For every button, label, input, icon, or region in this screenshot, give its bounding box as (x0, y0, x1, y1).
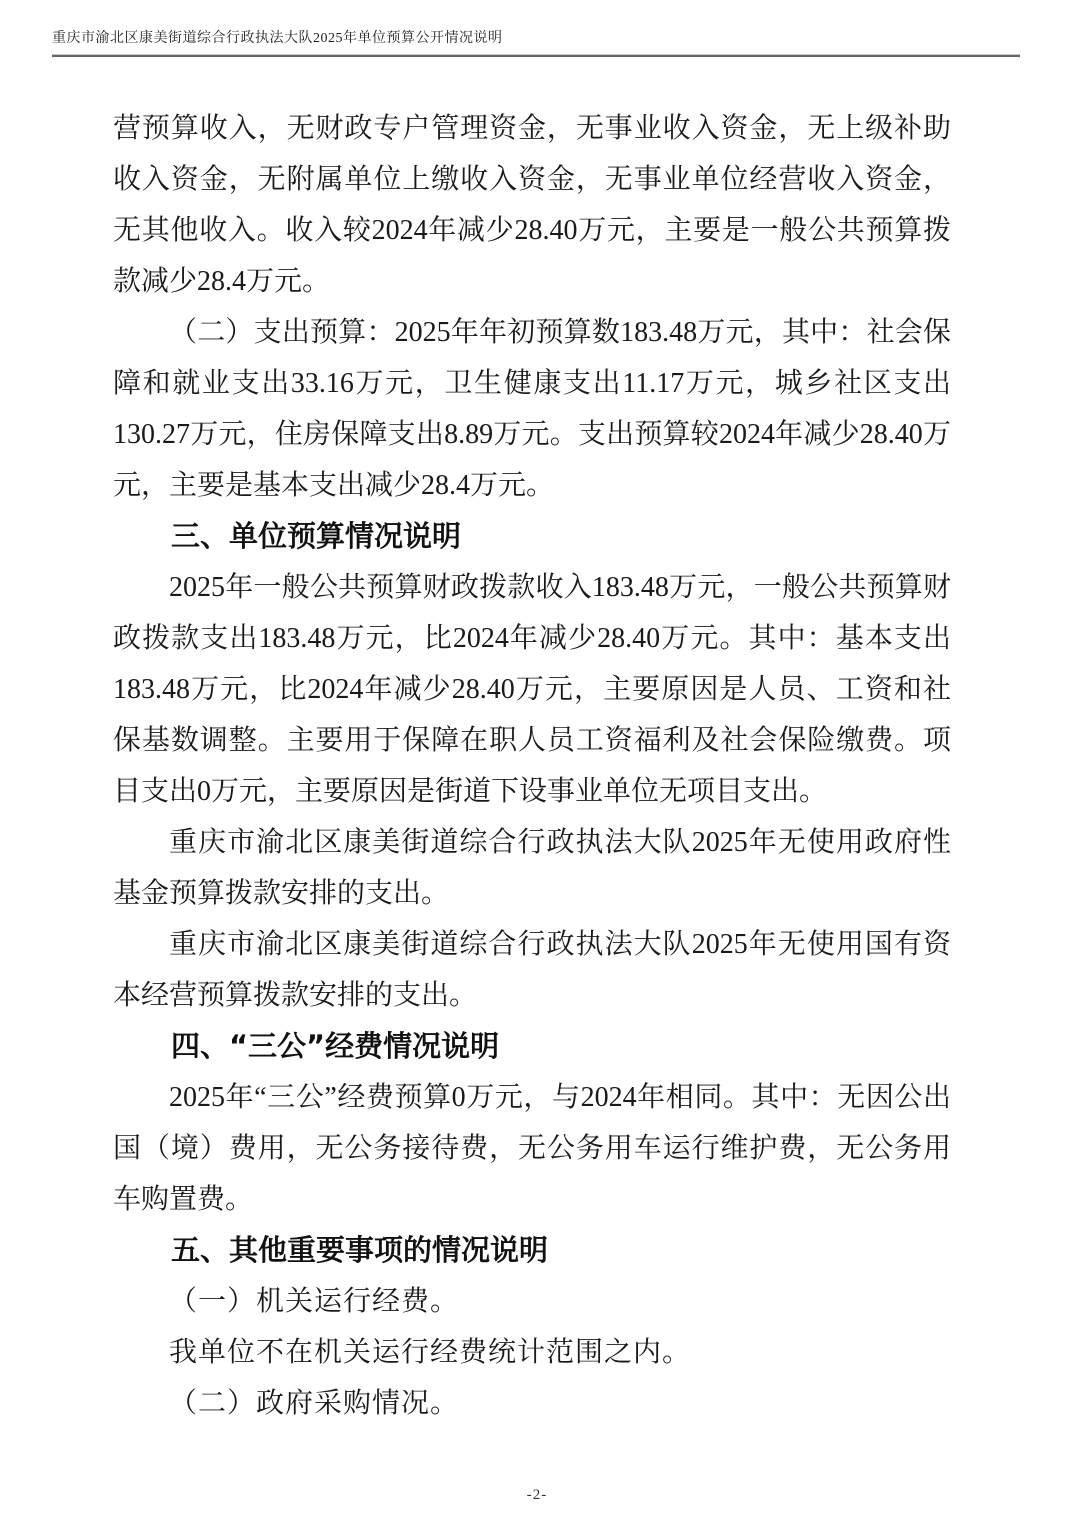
paragraph-state-capital: 重庆市渝北区康美街道综合行政执法大队2025年无使用国有资本经营预算拨款安排的支出。 (113, 929, 951, 1011)
page-footer (0, 1486, 1074, 1504)
paragraph-three-public-funds: 2025年“三公”经费预算0万元，与2024年相同。其中：无因公出国（境）费用，无公务接待费，无公务用车运行维护费，无公务用车购置费。 (113, 1082, 951, 1215)
paragraph-government-fund: 重庆市渝北区康美街道综合行政执法大队2025年无使用政府性基金预算拨款安排的支出。 (113, 827, 951, 909)
section-heading-unit-budget: 三、单位预算情况说明 (171, 519, 462, 553)
paragraph-agency-operating-expenses: 我单位不在机关运行经费统计范围之内。 (169, 1337, 692, 1368)
section-heading-other-important-matters: 五、其他重要事项的情况说明 (171, 1233, 549, 1267)
paragraph-general-public-budget: 2025年一般公共预算财政拨款收入183.48万元，一般公共预算财政拨款支出183.48万元，比2024年减少28.40万元。其中：基本支出183.48万元，比2024年减少28.40万元，主要原因是人员、工资和社保基数调整。主要用于保障在职人员工资福利及社会保险缴费。项目支出0万元，主要原因是街道下设事业单位无项目支出。 (113, 572, 951, 807)
page-number: -2- (526, 1487, 548, 1503)
header-title: 重庆市渝北区康美街道综合行政执法大队2025年单位预算公开情况说明 (52, 31, 503, 46)
page-header (52, 30, 1020, 57)
section-heading-three-public-funds: 四、“三公”经费情况说明 (171, 1029, 500, 1063)
header-rule (52, 54, 1020, 57)
subsection-label-government-procurement: （二）政府采购情况。 (169, 1388, 460, 1419)
subsection-label-agency-operating-expenses: （一）机关运行经费。 (169, 1286, 460, 1317)
paragraph-income-continuation: 营预算收入，无财政专户管理资金，无事业收入资金，无上级补助收入资金，无附属单位上缴收入资金，无事业单位经营收入资金，无其他收入。收入较2024年减少28.40万元，主要是一般公共预算拨款减少28.4万元。 (113, 113, 951, 297)
paragraph-expenditure-budget: （二）支出预算：2025年年初预算数183.48万元，其中：社会保障和就业支出33.16万元，卫生健康支出11.17万元，城乡社区支出130.27万元，住房保障支出8.89万元。支出预算较2024年减少28.40万元，主要是基本支出减少28.4万元。 (113, 317, 951, 501)
document-body (113, 103, 951, 1429)
